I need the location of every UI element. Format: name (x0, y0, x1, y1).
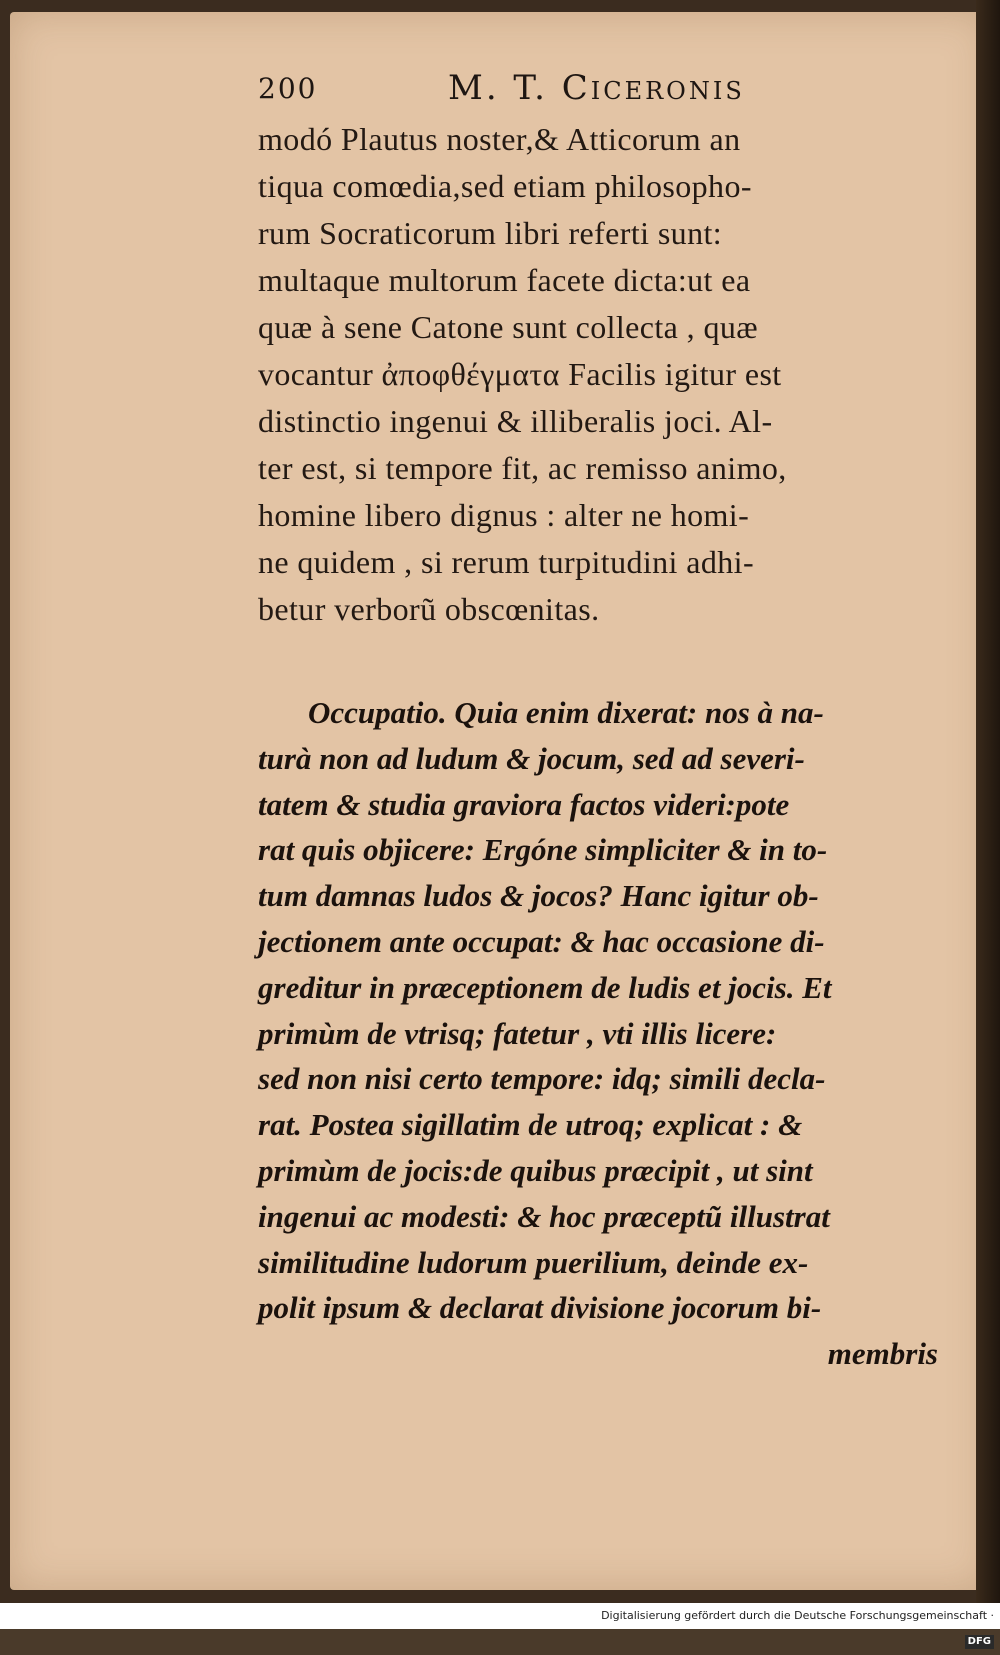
text-line: multaque multorum facete dicta:ut ea (258, 262, 751, 298)
commentary-block (258, 690, 958, 1377)
digitization-footer (580, 1603, 1000, 1647)
commentary-line: sed non nisi certo tempore: idq; simili decla- (258, 1061, 826, 1097)
commentary-line: rat quis objicere: Ergóne simpliciter & in to- (258, 832, 828, 868)
text-line: tiqua comœdia,sed etiam philosopho- (258, 168, 752, 204)
book-spine-edge (976, 0, 1000, 1629)
text-line: rum Socraticorum libri referti sunt: (258, 215, 723, 251)
page-header (258, 68, 858, 118)
text-line: distinctio ingenui & illiberalis joci. Al- (258, 403, 773, 439)
text-line: quæ à sene Catone sunt collecta , quæ (258, 309, 759, 345)
text-line: vocantur ἀποφθέγματα Facilis igitur est (258, 356, 782, 392)
catchword: membris (827, 1336, 938, 1372)
footer-credit: Digitalisierung gefördert durch die Deutsche Forschungsgemeinschaft · (601, 1609, 994, 1622)
page-number: 200 (258, 72, 318, 105)
text-line: betur verborũ obscœnitas. (258, 591, 600, 627)
commentary-line: rat. Postea sigillatim de utroq; explicat : & (258, 1107, 803, 1143)
commentary-line: primùm de vtrisq; fatetur , vti illis licere: (258, 1015, 777, 1051)
footer-strip (0, 1603, 580, 1629)
commentary-line: polit ipsum & declarat divisione jocorum bi- (258, 1290, 822, 1326)
commentary-line: Occupatio. Quia enim dixerat: nos à na- (308, 695, 824, 730)
text-line: ne quidem , si rerum turpitudini adhi- (258, 544, 754, 580)
commentary-line: tatem & studia graviora factos videri:pote (258, 786, 790, 822)
text-line: ter est, si tempore fit, ac remisso animo, (258, 450, 787, 486)
running-title: M. T. Ciceronis (448, 68, 745, 108)
text-line: homine libero dignus : alter ne homi- (258, 497, 750, 533)
commentary-line: similitudine ludorum puerilium, deinde ex- (258, 1244, 809, 1280)
main-text-block (258, 116, 958, 633)
text-line: modó Plautus noster,& Atticorum an (258, 121, 741, 157)
commentary-line: primùm de jocis:de quibus præcipit , ut sint (258, 1152, 813, 1188)
commentary-line: ingenui ac modesti: & hoc præceptũ illustrat (258, 1198, 830, 1234)
commentary-line: jectionem ante occupat: & hac occasione di- (258, 923, 825, 959)
commentary-line: greditur in præceptionem de ludis et jocis. Et (258, 969, 832, 1005)
dfg-logo-icon: DFG (965, 1635, 994, 1649)
commentary-line: tum damnas ludos & jocos? Hanc igitur ob- (258, 878, 819, 914)
commentary-line: turà non ad ludum & jocum, sed ad severi- (258, 740, 805, 776)
